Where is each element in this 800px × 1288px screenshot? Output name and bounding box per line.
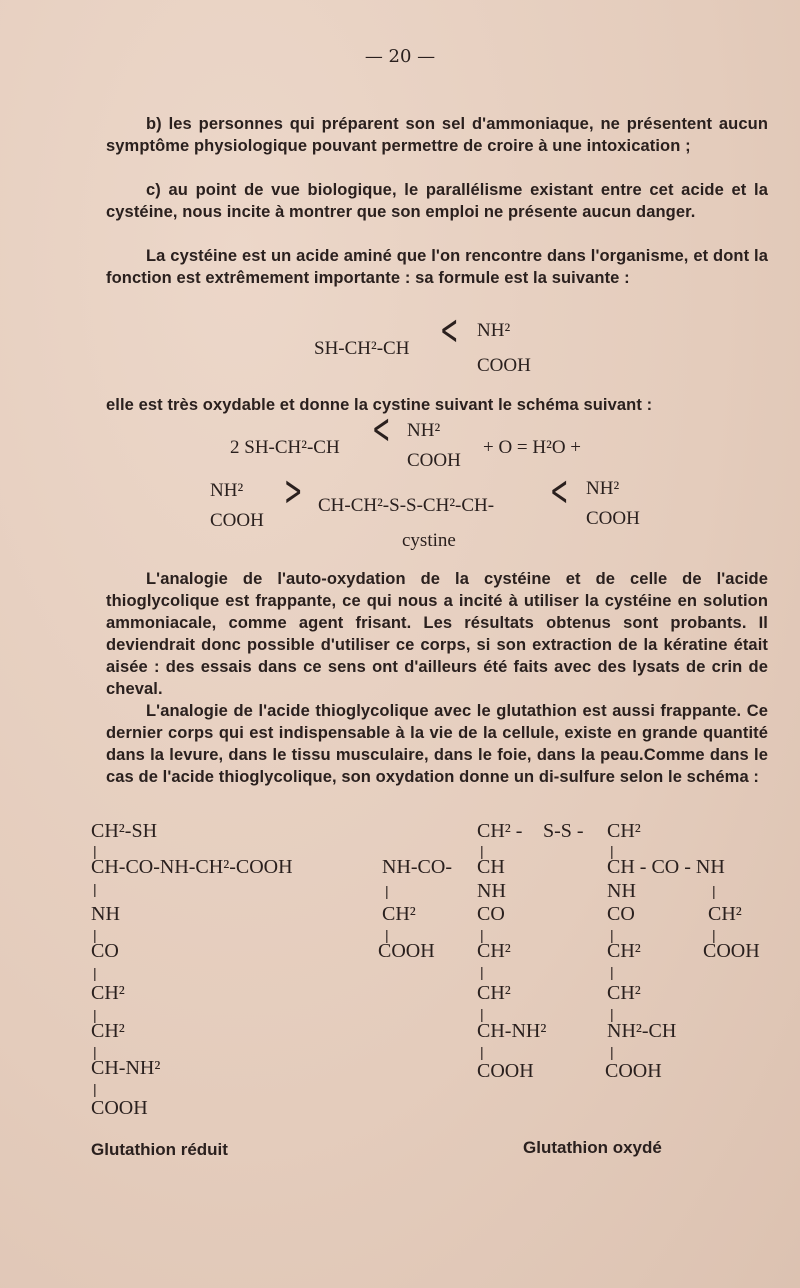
paragraph-analogie-1: L'analogie de l'auto-oxydation de la cystéine et de celle de l'acide thioglycolique est frappante, ce qui nous a incité à utiliser la cystéine en solution ammoniacale, comme agent frisant. Les résultats obtenus sont probants. Il deviendrait donc possible d'utiliser ce corps, si son extraction de la kératine était aisée : des essais dans ce sens ont d'ailleurs été faits avec des lysats de crin de cheval. — [106, 570, 768, 698]
bond-line: | — [610, 1006, 614, 1022]
lhs-branch-glyph: < — [372, 406, 391, 455]
reduit-row: COOH — [91, 1097, 148, 1119]
cystine-right-bottom: COOH — [586, 508, 640, 529]
cystine-left-bottom: COOH — [210, 510, 264, 531]
oxyde-center-left-row: CH — [477, 856, 505, 878]
paragraph-oxydable: elle est très oxydable et donne la cystine suivant le schéma suivant : — [106, 396, 653, 414]
oxyde-center-right-row: CH² — [607, 820, 641, 842]
bond-line: | — [385, 883, 389, 899]
reduit-row: NH — [91, 903, 120, 925]
disulfide-bridge: S-S - — [543, 820, 584, 842]
oxyde-center-right-row: COOH — [605, 1060, 662, 1082]
oxyde-center-left-row: CH² — [477, 982, 511, 1004]
cystine-label: cystine — [402, 530, 456, 551]
reduit-row: CO — [91, 940, 119, 962]
oxyde-center-left-row: CH² — [477, 940, 511, 962]
oxyde-center-left-row: CO — [477, 903, 505, 925]
bond-line: | — [610, 927, 614, 943]
cysteine-chain: SH-CH²-CH — [314, 338, 410, 359]
oxyde-center-right-row: NH²-CH — [607, 1020, 677, 1042]
paragraph-c: c) au point de vue biologique, le parallélisme existant entre cet acide et la cystéine, nous incite à montrer que son emploi ne présente aucun danger. — [106, 181, 768, 221]
rhs: + O = H²O + — [483, 437, 582, 458]
paragraph-cysteine: La cystéine est un acide aminé que l'on rencontre dans l'organisme, et dont la fonction est extrêmement importante : sa formule est la suivante : — [106, 247, 768, 287]
bond-line: | — [480, 1006, 484, 1022]
reduit-row: CH²-SH — [91, 820, 158, 842]
oxyde-center-left-row: COOH — [477, 1060, 534, 1082]
cysteine-top: NH² — [477, 320, 511, 341]
paragraph-b: b) les personnes qui préparent son sel d'ammoniaque, ne présentent aucun symptôme physiologique pouvant permettre de croire à une intoxication ; — [106, 115, 768, 155]
branch-glyph: < — [440, 307, 459, 356]
bond-line: | — [480, 843, 484, 859]
oxyde-side-right-row: CH² — [708, 903, 742, 925]
bond-line: | — [93, 843, 97, 859]
reduit-row: CH² — [91, 1020, 125, 1042]
bond-line: | — [712, 883, 716, 899]
bond-line: | — [610, 1044, 614, 1060]
oxyde-center-left-row: NH — [477, 880, 506, 902]
bond-line: | — [93, 881, 97, 897]
oxyde-side-left-row: NH-CO- — [382, 856, 452, 878]
bond-line: | — [93, 965, 97, 981]
reduit-row: CH-CO-NH-CH²-COOH — [91, 856, 293, 878]
bond-line: | — [385, 927, 389, 943]
oxyde-center-right-row: CH² — [607, 982, 641, 1004]
cystine-right-top: NH² — [586, 478, 620, 499]
lhs-top: NH² — [407, 420, 441, 441]
bond-line: | — [93, 1007, 97, 1023]
cysteine-bottom: COOH — [477, 355, 531, 376]
paragraph-analogie-2: L'analogie de l'acide thioglycolique avec le glutathion est aussi frappante. Ce dernier corps qui est indispensable à la vie de la cellule, existe en grande quantité dans la levure, dans le tissu musculaire, dans le foie, dans la peau.Comme dans le cas de l'acide thioglycolique, son oxydation donne un di-sulfure selon le schéma : — [106, 702, 768, 786]
bond-line: | — [93, 1081, 97, 1097]
bond-line: | — [480, 927, 484, 943]
oxyde-center-right-row: NH — [607, 880, 636, 902]
oxyde-center-left-row: CH² - — [477, 820, 523, 842]
bond-line: | — [712, 927, 716, 943]
oxyde-side-left-row: COOH — [378, 940, 435, 962]
reduit-row: CH-NH² — [91, 1057, 161, 1079]
cystine-left-top: NH² — [210, 480, 244, 501]
cystine-chain: CH-CH²-S-S-CH²-CH- — [318, 495, 495, 516]
bond-line: | — [610, 964, 614, 980]
lhs-bottom: COOH — [407, 450, 461, 471]
bond-line: | — [93, 1044, 97, 1060]
cystine-right-branch-glyph: < — [550, 468, 569, 517]
oxyde-center-right-row: CH - CO - NH — [607, 856, 725, 878]
bond-line: | — [93, 927, 97, 943]
bond-line: | — [480, 964, 484, 980]
oxyde-side-left-row: CH² — [382, 903, 416, 925]
cystine-left-branch-glyph: > — [284, 468, 303, 517]
bond-line: | — [480, 1044, 484, 1060]
glutathion-reduit-caption: Glutathion réduit — [91, 1140, 228, 1159]
bond-line: | — [610, 843, 614, 859]
lhs-chain: 2 SH-CH²-CH — [230, 437, 340, 458]
oxyde-center-left-row: CH-NH² — [477, 1020, 547, 1042]
page-number: — 20 — — [364, 46, 436, 67]
glutathion-oxyde-caption: Glutathion oxydé — [523, 1138, 662, 1157]
oxyde-center-right-row: CO — [607, 903, 635, 925]
oxyde-side-right-row: COOH — [703, 940, 760, 962]
oxyde-center-right-row: CH² — [607, 940, 641, 962]
reduit-row: CH² — [91, 982, 125, 1004]
